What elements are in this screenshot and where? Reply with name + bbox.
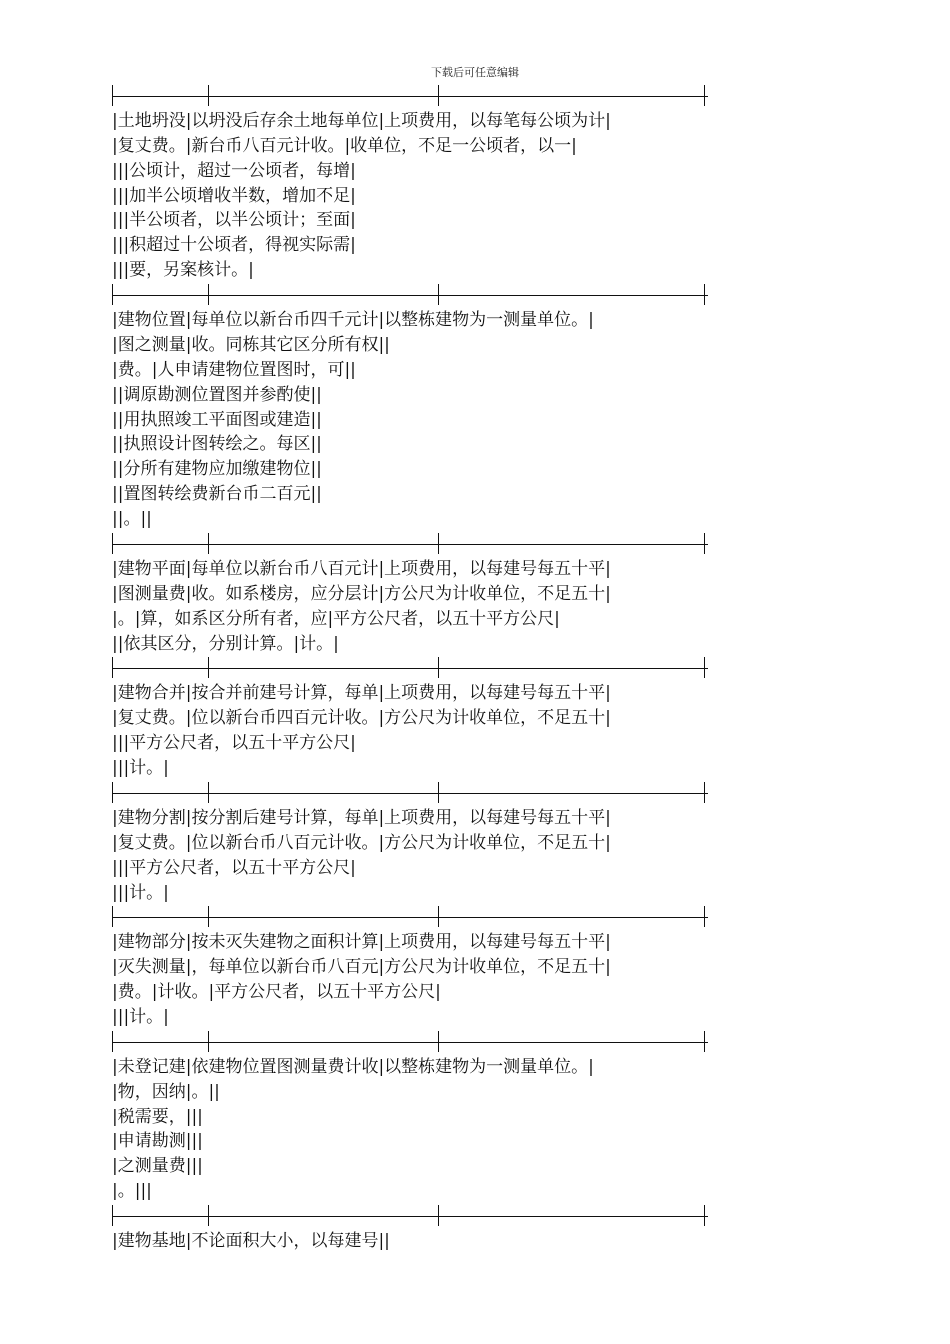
- rule-tick: [438, 85, 439, 106]
- table-text-line: |图之测量|收。同栋其它区分所有权||: [112, 334, 390, 355]
- table-text-line: ||用执照竣工平面图或建造||: [112, 409, 322, 430]
- table-rule: [112, 1030, 712, 1055]
- table-text-line: ||依其区分，分别计算。|计。|: [112, 633, 339, 654]
- rule-tick: [438, 782, 439, 803]
- rule-tick: [208, 1205, 209, 1226]
- table-rule: [112, 905, 712, 930]
- rule-tick: [208, 284, 209, 305]
- table-text-line: |未登记建|依建物位置图测量费计收|以整栋建物为一测量单位。|: [112, 1056, 594, 1077]
- table-text-line: |建物合并|按合并前建号计算，每单|上项费用，以每建号每五十平|: [112, 683, 611, 704]
- rule-tick: [208, 533, 209, 554]
- rule-tick: [704, 1031, 705, 1052]
- rule-tick: [208, 657, 209, 678]
- table-text-line: |建物基地|不论面积大小，以每建号||: [112, 1230, 390, 1251]
- table-text-line: |税需要，|||: [112, 1106, 203, 1127]
- rule-tick: [112, 533, 113, 554]
- table-text-line: |。|||: [112, 1181, 152, 1202]
- rule-tick: [438, 533, 439, 554]
- rule-tick: [704, 85, 705, 106]
- table-rule: [112, 1204, 712, 1229]
- table-text-line: |申请勘测|||: [112, 1131, 203, 1152]
- rule-tick: [208, 1031, 209, 1052]
- table-text-line: |。|算，如系区分所有者，应|平方公尺者，以五十平方公尺|: [112, 608, 560, 629]
- table-text-line: ||置图转绘费新台币二百元||: [112, 484, 322, 505]
- rule-tick: [112, 284, 113, 305]
- rule-tick: [704, 1205, 705, 1226]
- table-text-line: |物，因纳|。||: [112, 1081, 220, 1102]
- table-text-line: |灭失测量|，每单位以新台币八百元|方公尺为计收单位，不足五十|: [112, 957, 611, 978]
- table-rule: [112, 283, 712, 308]
- rule-line: [112, 793, 708, 794]
- table-text-line: |费。|计收。|平方公尺者，以五十平方公尺|: [112, 982, 441, 1003]
- table-text-line: ||调原勘测位置图并参酌使||: [112, 384, 322, 405]
- table-text-line: ||分所有建物应加缴建物位||: [112, 459, 322, 480]
- table-text-line: |复丈费。|位以新台币四百元计收。|方公尺为计收单位，不足五十|: [112, 708, 611, 729]
- table-rule: [112, 656, 712, 681]
- table-text-line: |建物部分|按未灭失建物之面积计算|上项费用，以每建号每五十平|: [112, 932, 611, 953]
- table-text-line: |||加半公顷增收半数，增加不足|: [112, 185, 356, 206]
- table-text-line: |费。|人申请建物位置图时，可||: [112, 359, 356, 380]
- rule-tick: [704, 533, 705, 554]
- rule-tick: [208, 85, 209, 106]
- table-text-line: |||计。|: [112, 758, 169, 779]
- table-text-line: |复丈费。|新台币八百元计收。|收单位，不足一公顷者，以一|: [112, 135, 577, 156]
- table-text-line: |||平方公尺者，以五十平方公尺|: [112, 857, 356, 878]
- table-rule: [112, 532, 712, 557]
- rule-tick: [112, 85, 113, 106]
- rule-tick: [208, 782, 209, 803]
- table-text-line: |图测量费|收。如系楼房，应分层计|方公尺为计收单位，不足五十|: [112, 583, 611, 604]
- rule-line: [112, 1216, 708, 1217]
- rule-tick: [704, 782, 705, 803]
- rule-line: [112, 544, 708, 545]
- rule-tick: [112, 906, 113, 927]
- rule-line: [112, 917, 708, 918]
- table-text-line: |||积超过十公顷者，得视实际需|: [112, 235, 356, 256]
- rule-line: [112, 96, 708, 97]
- fee-table-text: [112, 84, 712, 1254]
- table-rule: [112, 84, 712, 109]
- rule-tick: [112, 1031, 113, 1052]
- rule-tick: [208, 906, 209, 927]
- table-rule: [112, 781, 712, 806]
- table-text-line: |||公顷计，超过一公顷者，每增|: [112, 160, 356, 181]
- table-text-line: |||半公顷者，以半公顷计；至面|: [112, 210, 356, 231]
- rule-tick: [112, 782, 113, 803]
- rule-tick: [112, 657, 113, 678]
- rule-tick: [438, 284, 439, 305]
- rule-tick: [112, 1205, 113, 1226]
- rule-tick: [704, 906, 705, 927]
- table-text-line: |复丈费。|位以新台币八百元计收。|方公尺为计收单位，不足五十|: [112, 832, 611, 853]
- rule-tick: [704, 284, 705, 305]
- rule-line: [112, 295, 708, 296]
- rule-tick: [438, 657, 439, 678]
- rule-tick: [438, 906, 439, 927]
- table-text-line: |||计。|: [112, 1006, 169, 1027]
- table-text-line: |||要，另案核计。|: [112, 260, 254, 281]
- table-text-line: |||计。|: [112, 882, 169, 903]
- table-text-line: |之测量费|||: [112, 1156, 203, 1177]
- rule-line: [112, 1042, 708, 1043]
- table-text-line: |建物分割|按分割后建号计算，每单|上项费用，以每建号每五十平|: [112, 807, 611, 828]
- table-text-line: |建物平面|每单位以新台币八百元计|上项费用，以每建号每五十平|: [112, 558, 611, 579]
- rule-tick: [704, 657, 705, 678]
- page-header: 下载后可任意编辑: [431, 66, 519, 79]
- table-text-line: |||平方公尺者，以五十平方公尺|: [112, 733, 356, 754]
- table-text-line: |土地坍没|以坍没后存余土地每单位|上项费用，以每笔每公顷为计|: [112, 110, 611, 131]
- table-text-line: ||执照设计图转绘之。每区||: [112, 434, 322, 455]
- rule-tick: [438, 1031, 439, 1052]
- table-text-line: ||。||: [112, 509, 152, 530]
- rule-line: [112, 668, 708, 669]
- rule-tick: [438, 1205, 439, 1226]
- table-text-line: |建物位置|每单位以新台币四千元计|以整栋建物为一测量单位。|: [112, 310, 594, 331]
